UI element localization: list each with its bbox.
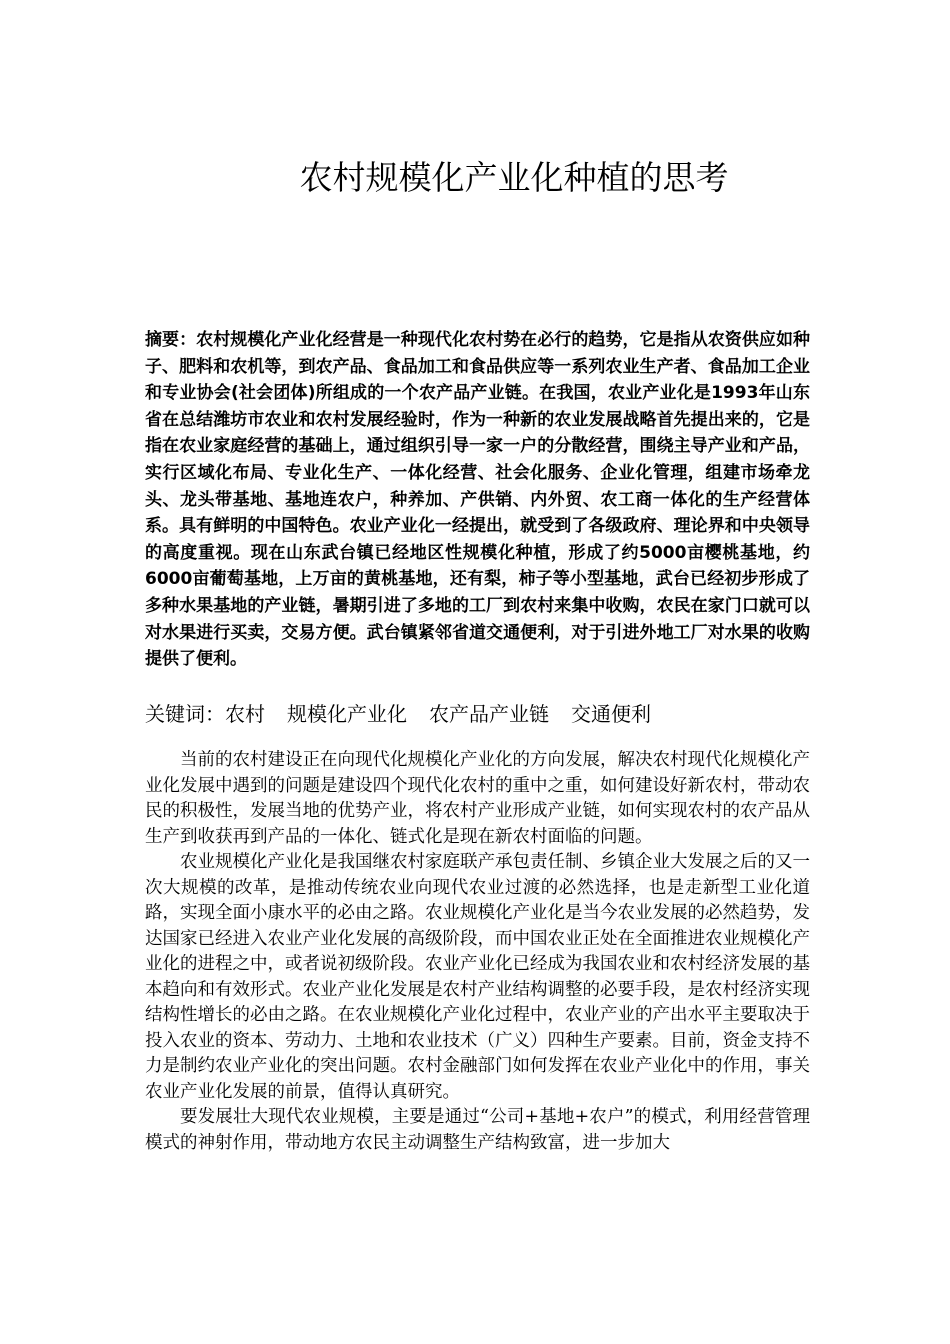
keyword-item: 交通便利 — [571, 702, 651, 726]
abstract-text: 农村规模化产业化经营是一种现代化农村势在必行的趋势，它是指从农资供应如种子、肥料和农机等，到农产品、食品加工和食品供应等一系列农业生产者、食品加工企业和专业协会(社会团体)所组成的一个农产品产业链。在我国，农业产业化是1993年山东省在总结潍坊市农业和农村发展经验时，作为一种新的农业发展战略首先提出来的，它是指在农业家庭经营的基础上，通过组织引导一家一户的分散经营，围绕主导产业和产品，实行区域化布局、专业化生产、一体化经营、社会化服务、企业化管理，组建市场牵龙头、龙头带基地、基地连农户，种养加、产供销、内外贸、农工商一体化的生产经营体系。具有鲜明的中国特色。农业产业化一经提出，就受到了各级政府、理论界和中央领导的高度重视。现在山东武台镇已经地区性规模化种植，形成了约5000亩樱桃基地，约6000亩葡萄基地，上万亩的黄桃基地，还有梨，柿子等小型基地，武台已经初步形成了多种水果基地的产业链，暑期引进了多地的工厂到农村来集中收购，农民在家门口就可以对水果进行买卖，交易方便。武台镇紧邻省道交通便利，对于引进外地工厂对水果的收购提供了便利。 — [145, 330, 811, 670]
body-paragraph: 当前的农村建设正在向现代化规模化产业化的方向发展，解决农村现代化规模化产业化发展中遇到的问题是建设四个现代化农村的重中之重，如何建设好新农村，带动农民的积极性，发展当地的优势产业，将农村产业形成产业链，如何实现农村的农产品从生产到收获再到产品的一体化、链式化是现在新农村面临的问题。 — [145, 750, 810, 847]
body-paragraph: 要发展壮大现代农业规模，主要是通过“公司+基地+农户”的模式，利用经营管理模式的神射作用，带动地方农民主动调整生产结构致富，进一步加大 — [145, 1107, 810, 1153]
keyword-item: 农产品产业链 — [429, 702, 549, 726]
keywords-line — [145, 698, 810, 730]
body-text — [145, 748, 810, 1156]
document-title: 农村规模化产业化种植的思考 — [299, 158, 729, 197]
keyword-item: 农村 — [225, 702, 265, 726]
keyword-item: 规模化产业化 — [287, 702, 407, 726]
body-paragraph: 农业规模化产业化是我国继农村家庭联产承包责任制、乡镇企业大发展之后的又一次大规模的改革，是推动传统农业向现代农业过渡的必然选择，也是走新型工业化道路，实现全面小康水平的必由之路。农业规模化产业化是当今农业发展的必然趋势，发达国家已经进入农业产业化发展的高级阶段，而中国农业正处在全面推进农业规模化产业化的进程之中，或者说初级阶段。农业产业化已经成为我国农业和农村经济发展的基本趋向和有效形式。农业产业化发展是农村产业结构调整的必要手段，是农村经济实现结构性增长的必由之路。在农业规模化产业化过程中，农业产业的产出水平主要取决于投入农业的资本、劳动力、土地和农业技术（广义）四种生产要素。目前，资金支持不力是制约农业产业化的突出问题。农村金融部门如何发挥在农业产业化中的作用，事关农业产业化发展的前景，值得认真研究。 — [145, 852, 810, 1102]
keywords-label: 关键词： — [145, 702, 225, 726]
abstract-label: 摘要： — [145, 330, 197, 350]
abstract — [145, 327, 810, 673]
